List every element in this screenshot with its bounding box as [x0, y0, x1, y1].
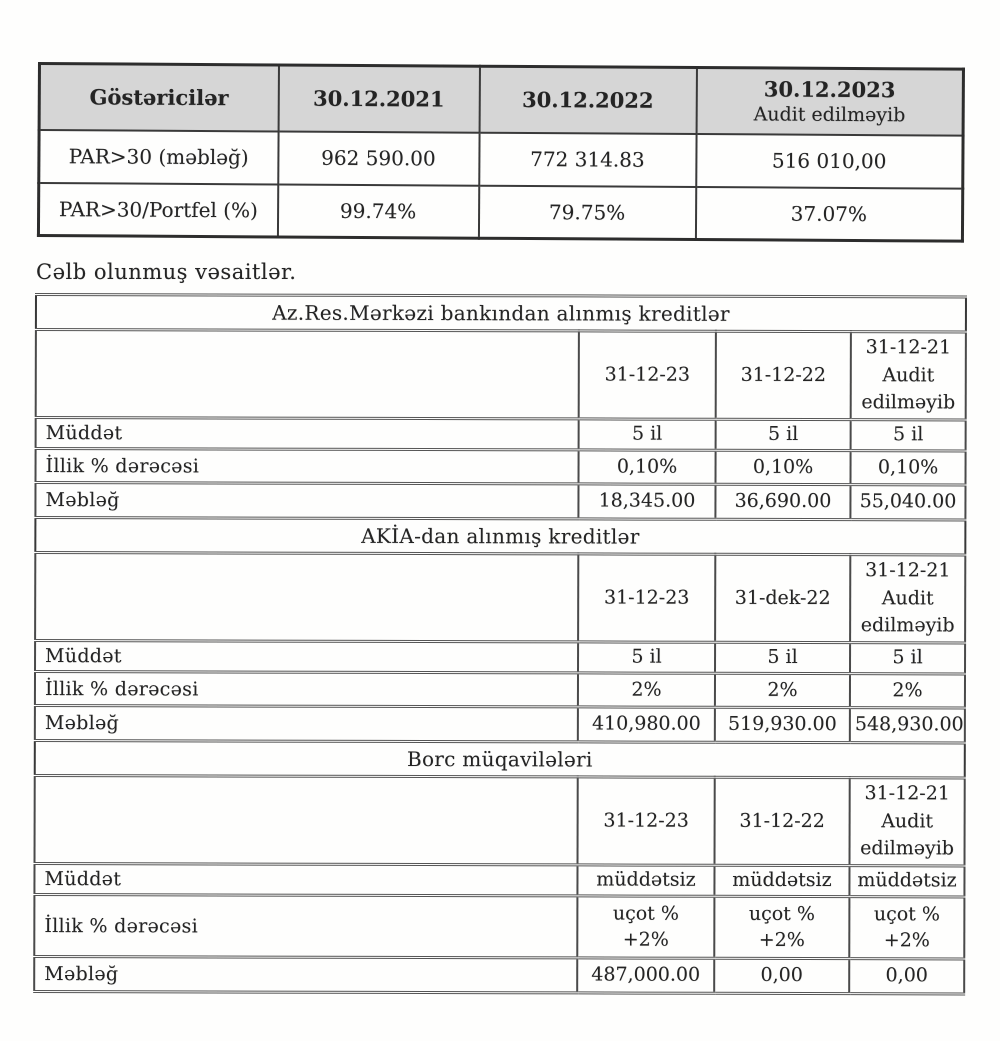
cell-value: 2%	[715, 673, 850, 707]
cell-value: 5 il	[850, 643, 965, 674]
cell-value: 410,980.00	[578, 707, 715, 742]
attracted-funds-table	[33, 293, 967, 995]
row-label: Məbləğ	[35, 483, 578, 519]
table-row-par-amount	[39, 130, 963, 189]
section-heading-attracted-funds: Cəlb olunmuş vəsaitlər.	[36, 260, 297, 284]
cell-value: 487,000.00	[577, 958, 714, 993]
cell-value: 962 590.00	[278, 131, 479, 185]
cell-value: müddətsiz	[849, 866, 964, 897]
cell-value: 5 il	[851, 420, 966, 451]
column-header-date-audit: 31-12-21 Audit edilməyib	[850, 778, 965, 866]
cell-value: 548,930.00	[850, 708, 965, 743]
cell-value: 772 314.83	[479, 132, 696, 186]
cell-value: 0,00	[849, 959, 964, 994]
table-row-par-portfolio	[38, 183, 962, 242]
empty-corner-cell	[35, 776, 578, 865]
table-row-amount	[35, 706, 965, 743]
cell-value: 0,10%	[851, 451, 966, 485]
cell-value: müddətsiz	[714, 865, 849, 896]
row-label: Müddət	[34, 864, 577, 896]
column-header-row	[35, 776, 965, 866]
cell-value: 2%	[578, 673, 715, 707]
cell-value: 55,040.00	[850, 485, 965, 520]
table-row-term	[35, 641, 965, 674]
section-title: AKİA-dan alınmış kreditlər	[35, 518, 965, 555]
column-header-date-audit: 31-12-21 Audit edilməyib	[851, 332, 966, 420]
section-title-row-debt-agreements	[35, 741, 965, 778]
cell-value: 0,10%	[716, 450, 851, 484]
cell-value: 37.07%	[695, 187, 962, 242]
column-header-date-audit: 31-12-21 Audit edilməyib	[850, 555, 965, 643]
column-header-row	[36, 330, 966, 420]
cell-value: 5 il	[579, 419, 716, 450]
row-label: PAR>30/Portfel (%)	[38, 183, 277, 237]
funding-table-wrapper	[33, 293, 967, 995]
column-header-audit-note: Audit edilməyib	[753, 103, 906, 127]
table-row-amount	[35, 483, 965, 520]
column-header-date: 31-12-22	[716, 331, 851, 419]
cell-value: 2%	[850, 674, 965, 708]
cell-value: uçot % +2%	[714, 896, 849, 958]
column-header-2022: 30.12.2022	[479, 66, 696, 133]
column-header-row	[35, 553, 965, 643]
table-row-annual-rate	[36, 449, 966, 485]
empty-corner-cell	[36, 330, 579, 419]
column-header-indicators: Göstəricilər	[39, 64, 278, 131]
row-label: PAR>30 (məbləğ)	[39, 130, 278, 184]
cell-value: 18,345.00	[578, 484, 715, 519]
cell-value: 5 il	[715, 642, 850, 673]
column-header-2023-date: 30.12.2023	[763, 76, 896, 103]
column-header-date: 31-dek-22	[715, 554, 850, 642]
cell-value: 516 010,00	[696, 134, 963, 189]
cell-value: 5 il	[578, 642, 715, 673]
table-row-term	[36, 418, 966, 451]
table-row-annual-rate	[35, 672, 965, 708]
column-header-date: 31-12-22	[715, 777, 850, 865]
par-header-row	[39, 64, 963, 136]
empty-corner-cell	[35, 553, 578, 642]
row-label: Məbləğ	[34, 957, 577, 993]
row-label: Müddət	[36, 418, 579, 450]
table-row-term	[34, 864, 964, 897]
section-title: Borc müqavilələri	[35, 741, 965, 778]
column-header-2023	[696, 68, 963, 136]
cell-value: 519,930.00	[715, 707, 850, 742]
table-row-amount	[34, 957, 964, 994]
table-row-annual-rate	[34, 895, 964, 959]
cell-value: müddətsiz	[577, 865, 714, 896]
row-label: İllik % dərəcəsi	[35, 672, 578, 707]
section-title-row-akia	[35, 518, 965, 555]
row-label: Müddət	[35, 641, 578, 673]
par-indicators-table	[37, 62, 965, 243]
row-label: Məbləğ	[35, 706, 578, 742]
cell-value: uçot % +2%	[849, 897, 964, 959]
column-header-date: 31-12-23	[578, 777, 715, 865]
cell-value: 99.74%	[277, 184, 478, 238]
section-title: Az.Res.Mərkəzi bankından alınmış kreditlər	[36, 295, 966, 332]
section-title-row-central-bank	[36, 295, 966, 332]
cell-value: uçot % +2%	[577, 896, 714, 958]
column-header-2021: 30.12.2021	[278, 65, 479, 132]
par-table-wrapper	[37, 62, 965, 243]
row-label: İllik % dərəcəsi	[36, 449, 579, 484]
cell-value: 36,690.00	[715, 484, 850, 519]
column-header-date: 31-12-23	[579, 331, 716, 419]
row-label: İllik % dərəcəsi	[34, 895, 577, 958]
cell-value: 0,10%	[579, 450, 716, 484]
cell-value: 79.75%	[478, 185, 695, 239]
cell-value: 5 il	[716, 419, 851, 450]
column-header-date: 31-12-23	[578, 554, 715, 642]
cell-value: 0,00	[714, 958, 849, 993]
